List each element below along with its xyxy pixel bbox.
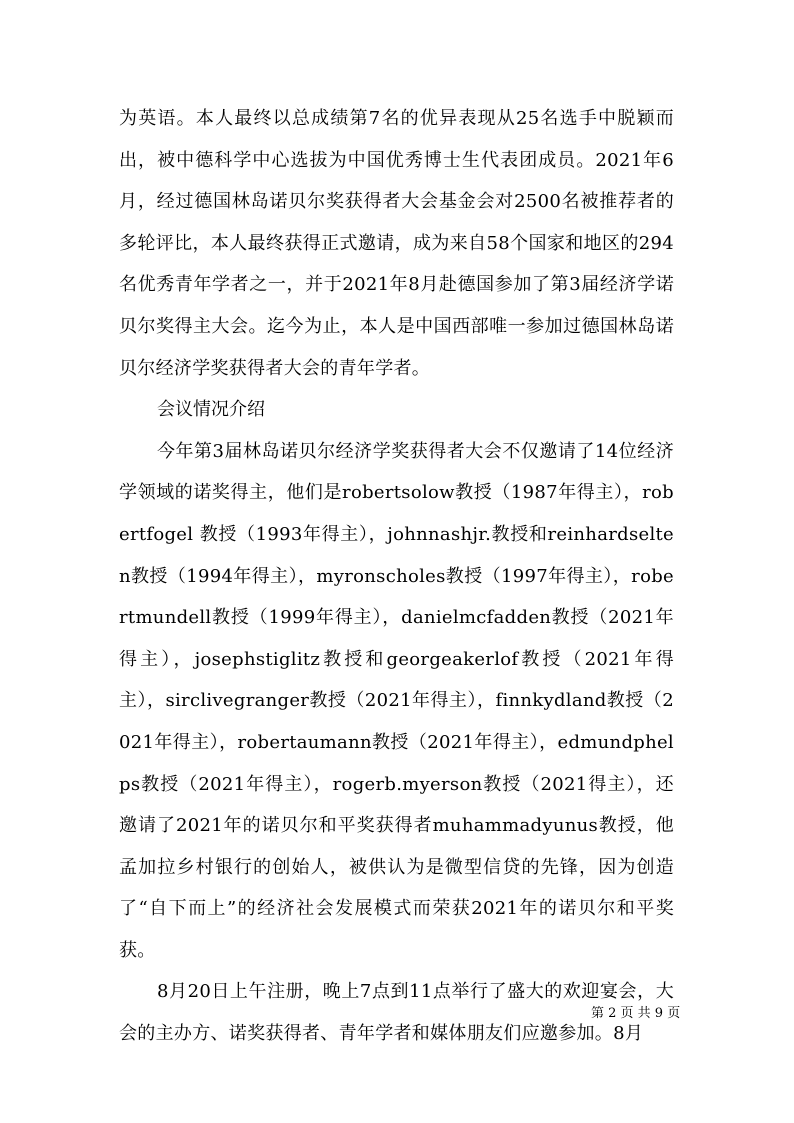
page-number-footer: 第 2 页 共 9 页 bbox=[591, 1006, 681, 1021]
paragraph-schedule: 8月20日上午注册，晚上7点到11点举行了盛大的欢迎宴会，大会的主办方、诺奖获得者、青年学者和媒体朋友们应邀参加。8月 bbox=[119, 981, 674, 1045]
section-heading: 会议情况介绍 bbox=[157, 399, 265, 421]
paragraph-award-intro: 为英语。本人最终以总成绩第7名的优异表现从25名选手中脱颖而出，被中德科学中心选拔为中国优秀博士生代表团成员。2021年6月，经过德国林岛诺贝尔奖获得者大会基金会对2500名被推荐者的多轮评比，本人最终获得正式邀请，成为来自58个国家和地区的294名优秀青年学者之一，并于2021年8月赴德国参加了第3届经济学诺贝尔奖得主大会。迄今为止，本人是中国西部唯一参加过德国林岛诺贝尔经济学奖获得者大会的青年学者。 bbox=[119, 108, 674, 379]
document-body bbox=[119, 98, 674, 1055]
paragraph-laureates: 今年第3届林岛诺贝尔经济学奖获得者大会不仅邀请了14位经济学领域的诺奖得主，他们是robertsolow教授（1987年得主），robertfogel 教授（1993年得主），johnnashjr.教授和reinhardselten教授（1994年得主），myronscholes教授（1997年得主），robertmundell教授（1999年得主），danielmcfadden教授（2021年得主），josephstiglitz教授和georgeakerlof教授（2021年得主），sirclivegranger教授（2021年得主），finnkydland教授（2021年得主），robertaumann教授（2021年得主），edmundphelps教授（2021年得主），rogerb.myerson教授（2021得主），还邀请了2021年的诺贝尔和平奖获得者muhammadyunus教授，他孟加拉乡村银行的创始人，被供认为是微型信贷的先锋，因为创造了“自下而上”的经济社会发展模式而荣获2021年的诺贝尔和平奖获。 bbox=[119, 440, 674, 961]
